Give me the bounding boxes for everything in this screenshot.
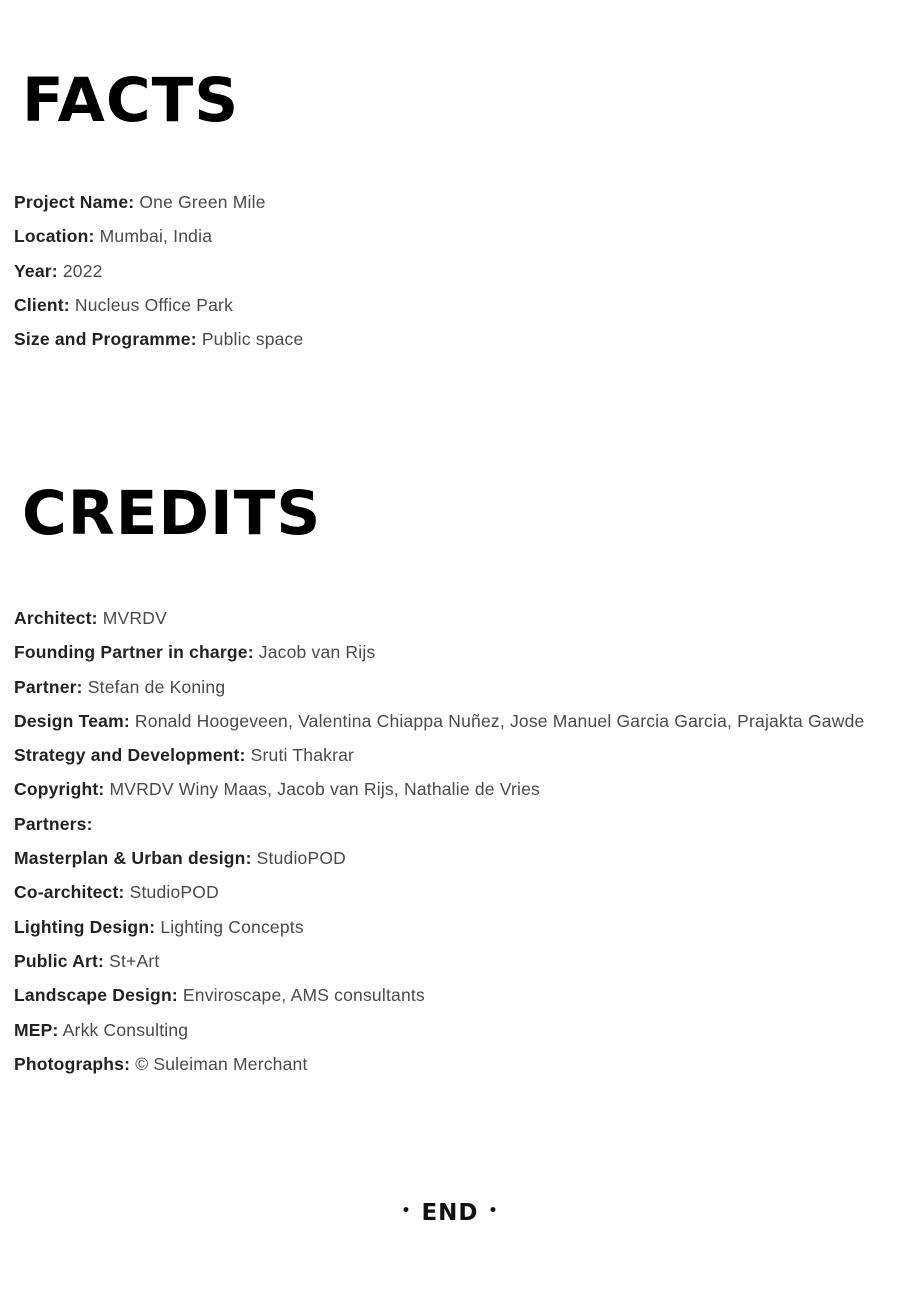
credit-row-public-art (14, 944, 874, 978)
credit-value: Lighting Concepts (160, 916, 304, 937)
credit-value: Stefan de Koning (87, 676, 226, 697)
end-label: END (421, 1200, 479, 1226)
fact-value: One Green Mile (139, 192, 266, 212)
fact-value: Public space (201, 329, 304, 350)
credit-label: Architect: (14, 608, 98, 628)
credits-heading: CREDITS (22, 478, 322, 549)
fact-value: Nucleus Office Park (74, 294, 234, 315)
credit-value: © Suleiman Merchant (135, 1053, 308, 1074)
fact-label: Location: (14, 226, 95, 247)
end-dot-left: • (401, 1202, 412, 1219)
credit-value: Ronald Hoogeveen, Valentina Chiappa Nuñez, Jose Manuel Garcia Garcia, Prajakta Gawde (134, 710, 865, 731)
credit-label: Partners: (14, 813, 93, 834)
credit-label: Strategy and Development: (14, 745, 246, 766)
credit-label: MEP: (14, 1019, 59, 1040)
credit-row-architect (14, 601, 874, 635)
credit-label: Copyright: (14, 779, 105, 800)
fact-row-client (14, 288, 874, 322)
fact-label: Project Name: (14, 192, 135, 212)
credit-row-strategy (14, 738, 874, 772)
credit-row-masterplan (14, 841, 874, 875)
fact-row-size-programme (14, 322, 874, 356)
credit-row-landscape (14, 978, 874, 1012)
credit-value: MVRDV (102, 608, 167, 628)
credit-value: Jacob van Rijs (258, 642, 376, 663)
credit-row-partners (14, 807, 874, 841)
facts-heading: FACTS (22, 65, 240, 136)
fact-value: Mumbai, India (99, 226, 213, 247)
credit-label: Public Art: (14, 950, 105, 971)
credit-value: StudioPOD (129, 882, 219, 903)
credit-value: MVRDV Winy Maas, Jacob van Rijs, Nathalie de Vries (109, 779, 541, 800)
credit-row-founding-partner (14, 635, 874, 669)
fact-value: 2022 (62, 260, 103, 281)
credit-row-co-architect (14, 875, 874, 909)
fact-row-project-name (14, 185, 874, 219)
fact-label: Year: (14, 260, 58, 281)
credit-label: Founding Partner in charge: (14, 642, 254, 663)
facts-list (14, 185, 874, 356)
end-dot-right: • (488, 1202, 499, 1219)
credit-row-photographs (14, 1047, 874, 1081)
credit-row-design-team (14, 704, 874, 738)
credit-label: Partner: (14, 676, 83, 697)
end-marker (0, 1200, 900, 1226)
credit-row-partner (14, 670, 874, 704)
fact-label: Client: (14, 294, 70, 315)
fact-row-year (14, 254, 874, 288)
credit-label: Masterplan & Urban design: (14, 848, 252, 869)
credit-value: St+Art (109, 950, 160, 971)
credit-value: Arkk Consulting (62, 1019, 189, 1040)
fact-label: Size and Programme: (14, 329, 197, 350)
credit-row-copyright (14, 772, 874, 806)
credit-row-lighting (14, 910, 874, 944)
credit-label: Photographs: (14, 1053, 131, 1074)
credit-row-mep (14, 1013, 874, 1047)
credit-label: Co-architect: (14, 882, 125, 903)
credit-value: Sruti Thakrar (250, 745, 355, 766)
credit-label: Lighting Design: (14, 916, 156, 937)
credit-value: StudioPOD (256, 848, 347, 869)
credit-label: Design Team: (14, 710, 130, 731)
fact-row-location (14, 219, 874, 253)
credit-value: Enviroscape, AMS consultants (182, 985, 425, 1006)
credits-list (14, 601, 874, 1081)
credit-label: Landscape Design: (14, 985, 178, 1006)
